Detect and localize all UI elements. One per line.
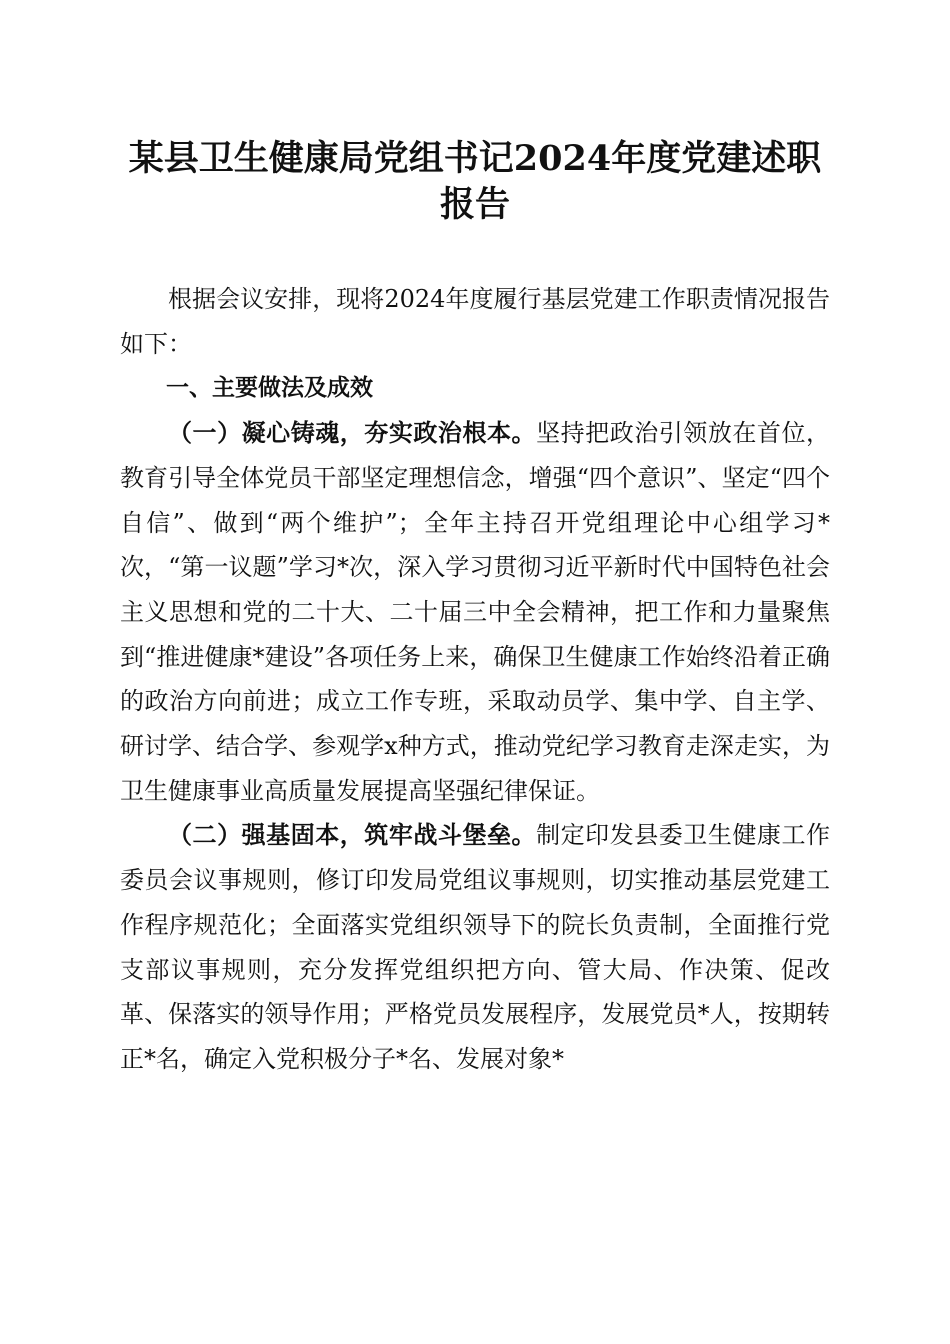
document-body xyxy=(120,277,830,1082)
intro-paragraph: 根据会议安排，现将2024年度履行基层党建工作职责情况报告如下： xyxy=(120,285,830,358)
document-title-line2: 报告 xyxy=(439,184,510,225)
document-title-line1: 某县卫生健康局党组书记2024年度党建述职 xyxy=(128,138,822,179)
section-heading: 一、主要做法及成效 xyxy=(166,375,373,402)
item1-paragraph xyxy=(120,411,830,813)
item1-lead: （一）凝心铸魂，夯实政治根本。 xyxy=(168,418,537,448)
item1-text: 坚持把政治引领放在首位，教育引导全体党员干部坚定理想信念，增强“四个意识”、坚定“四个自信”、做到“两个维护”；全年主持召开党组理论中心组学习*次，“第一议题”学习*次，深入学习贯彻习近平新时代中国特色社会主义思想和党的二十大、二十届三中全会精神，把工作和力量聚焦到“推进健康*建设”各项任务上来，确保卫生健康工作始终沿着正确的政治方向前进；成立工作专班，采取动员学、集中学、自主学、研讨学、结合学、参观学x种方式，推动党纪学习教育走深走实，为卫生健康事业高质量发展提高坚强纪律保证。 xyxy=(120,419,831,805)
item2-lead: （二）强基固本，筑牢战斗堡垒。 xyxy=(168,820,537,850)
item2-paragraph xyxy=(120,813,830,1081)
item2-text: 制定印发县委卫生健康工作委员会议事规则，修订印发局党组议事规则，切实推动基层党建工作程序规范化；全面落实党组织领导下的院长负责制，全面推行党支部议事规则，充分发挥党组织把方向、管大局、作决策、促改革、保落实的领导作用；严格党员发展程序，发展党员*人，按期转正*名，确定入党积极分子*名、发展对象* xyxy=(120,821,831,1073)
